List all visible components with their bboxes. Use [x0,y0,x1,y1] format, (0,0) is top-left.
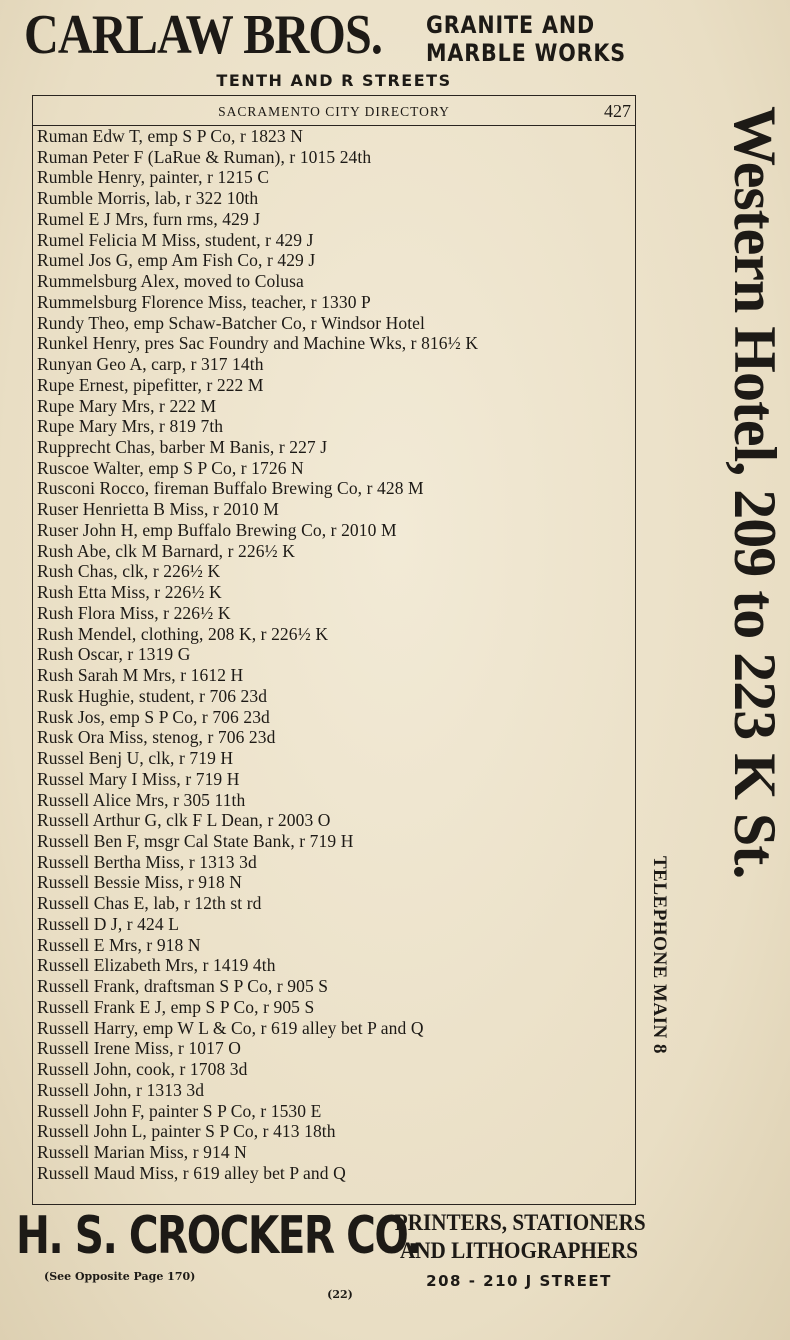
directory-entry: Rush Chas, clk, r 226½ K [37,561,221,582]
directory-entry: Rupe Mary Mrs, r 222 M [37,395,217,416]
directory-entry: Russell Bertha Miss, r 1313 3d [37,851,257,872]
cross-reference-note: (See Opposite Page 170) [44,1270,196,1283]
crocker-advertisement [0,1206,764,1340]
advertiser-tagline-1: PRINTERS, STATIONERS [394,1210,646,1235]
directory-entry: Rush Oscar, r 1319 G [37,644,191,665]
carlaw-bros-advertisement [0,0,764,96]
directory-entry: Russell Harry, emp W L & Co, r 619 alley bet P and Q [37,1017,424,1038]
directory-entry: Rumel Felicia M Miss, student, r 429 J [37,229,314,250]
advertiser-tagline-2: MARBLE WORKS [426,39,626,67]
directory-entry: Russell D J, r 424 L [37,913,179,934]
footer-number: (22) [327,1288,353,1301]
directory-entry: Rundy Theo, emp Schaw-Batcher Co, r Windsor Hotel [37,312,425,333]
directory-entry: Ruman Edw T, emp S P Co, r 1823 N [37,126,303,146]
directory-entry: Russell Chas E, lab, r 12th st rd [37,893,262,914]
directory-entry: Russell Arthur G, clk F L Dean, r 2003 O [37,810,331,831]
directory-entry: Rush Abe, clk M Barnard, r 226½ K [37,540,295,561]
directory-entry: Russell John L, painter S P Co, r 413 18th [37,1121,336,1142]
advertiser-address: TENTH AND R STREETS [216,71,452,90]
directory-entry: Ruman Peter F (LaRue & Ruman), r 1015 24th [37,146,372,167]
directory-entry: Ruser John H, emp Buffalo Brewing Co, r 2010 M [37,519,397,540]
directory-entry: Russell Elizabeth Mrs, r 1419 4th [37,955,276,976]
directory-entry: Russell Maud Miss, r 619 alley bet P and Q [37,1162,346,1183]
directory-entry: Rupe Ernest, pipefitter, r 222 M [37,374,264,395]
hotel-name-and-address: Western Hotel, 209 to 223 K St. [722,106,788,879]
directory-entry: Rush Mendel, clothing, 208 K, r 226½ K [37,623,329,644]
directory-entry: Rush Flora Miss, r 226½ K [37,602,231,623]
western-hotel-advertisement [640,96,788,1210]
directory-entry: Russell Marian Miss, r 914 N [37,1141,247,1162]
directory-entry: Russell Frank, draftsman S P Co, r 905 S [37,976,329,997]
directory-entry: Rush Sarah M Mrs, r 1612 H [37,665,244,686]
directory-entry: Russell John, r 1313 3d [37,1079,205,1100]
directory-entry: Russell Frank E J, emp S P Co, r 905 S [37,996,315,1017]
directory-entry: Rush Etta Miss, r 226½ K [37,582,222,603]
directory-entry: Rupprecht Chas, barber M Banis, r 227 J [37,437,328,458]
directory-entry: Ruscoe Walter, emp S P Co, r 1726 N [37,457,304,478]
directory-entry: Russell E Mrs, r 918 N [37,934,201,955]
directory-entry: Russell John, cook, r 1708 3d [37,1059,248,1080]
directory-entry: Russell John F, painter S P Co, r 1530 E [37,1100,322,1121]
advertiser-tagline-1: GRANITE AND [426,11,595,39]
directory-page [32,95,636,1205]
advertiser-name: CARLAW BROS. [24,4,383,66]
directory-entry: Russel Benj U, clk, r 719 H [37,748,234,769]
directory-entry: Rusk Ora Miss, stenog, r 706 23d [37,727,276,748]
advertiser-address: 208 - 210 J STREET [426,1272,612,1290]
directory-entry: Rusconi Rocco, fireman Buffalo Brewing Co, r 428 M [37,478,424,499]
directory-entries [37,126,635,1183]
directory-entry: Russell Irene Miss, r 1017 O [37,1038,242,1059]
directory-entry: Rumel Jos G, emp Am Fish Co, r 429 J [37,250,316,271]
page-header [33,96,635,126]
directory-entry: Rumble Morris, lab, r 322 10th [37,188,259,209]
directory-entry: Rumel E J Mrs, furn rms, 429 J [37,208,261,229]
directory-entry: Runkel Henry, pres Sac Foundry and Machine Wks, r 816½ K [37,333,479,354]
advertiser-name: H. S. CROCKER CO. [16,1206,421,1266]
page-number: 427 [604,101,631,121]
directory-entry: Russel Mary I Miss, r 719 H [37,768,240,789]
directory-entry: Rusk Hughie, student, r 706 23d [37,685,268,706]
directory-entry: Rumble Henry, painter, r 1215 C [37,167,270,188]
directory-entry: Rusk Jos, emp S P Co, r 706 23d [37,706,270,727]
directory-entry: Rummelsburg Florence Miss, teacher, r 1330 P [37,291,371,312]
directory-entry: Rupe Mary Mrs, r 819 7th [37,416,224,437]
directory-entry: Ruser Henrietta B Miss, r 2010 M [37,499,279,520]
directory-entry: Russell Bessie Miss, r 918 N [37,872,243,893]
advertiser-tagline-2: AND LITHOGRAPHERS [399,1238,639,1263]
directory-entry: Runyan Geo A, carp, r 317 14th [37,354,264,375]
directory-entry: Russell Ben F, msgr Cal State Bank, r 719 H [37,830,354,851]
hotel-telephone: TELEPHONE MAIN 8 [649,856,670,1055]
directory-entry: Russell Alice Mrs, r 305 11th [37,789,246,810]
directory-entry: Rummelsburg Alex, moved to Colusa [37,271,304,292]
page-title: SACRAMENTO CITY DIRECTORY [218,104,450,119]
